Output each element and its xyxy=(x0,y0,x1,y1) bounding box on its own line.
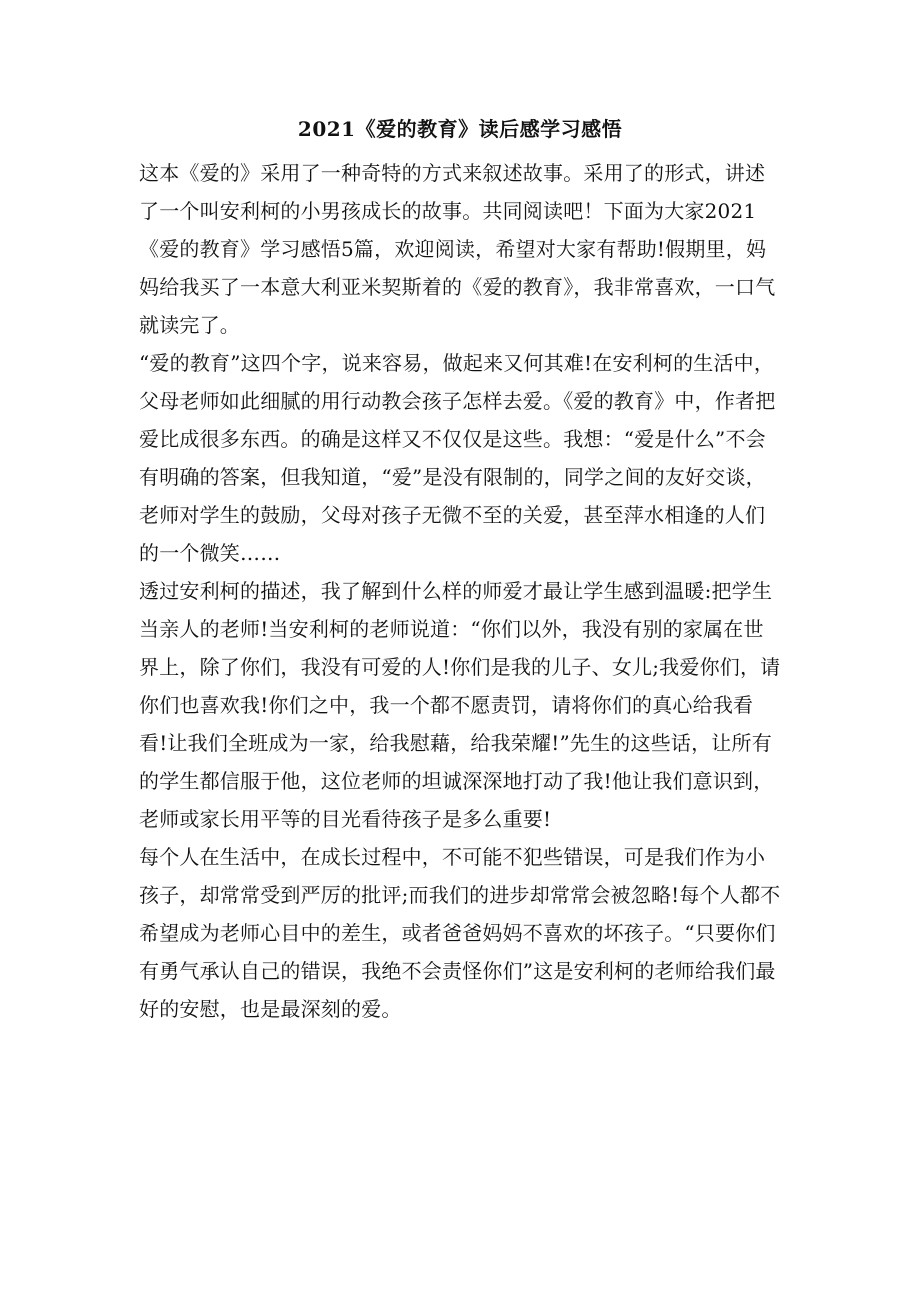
document-title: 2021《爱的教育》读后感学习感悟 xyxy=(297,117,623,141)
paragraph-4: 每个人在生活中，在成长过程中，不可能不犯些错误，可是我们作为小孩子，却常常受到严厉的批评;而我们的进步却常常会被忽略!每个人都不希望成为老师心目中的差生，或者爸爸妈妈不喜欢的坏孩子。“只要你们有勇气承认自己的错误，我绝不会责怪你们”这是安利柯的老师给我们最好的安慰，也是最深刻的爱。 xyxy=(139,845,781,1021)
document-body xyxy=(139,154,781,1028)
paragraph-2: “爱的教育”这四个字，说来容易，做起来又何其难!在安利柯的生活中，父母老师如此细腻的用行动教会孩子怎样去爱。《爱的教育》中，作者把爱比成很多东西。的确是这样又不仅仅是这些。我想：“爱是什么”不会有明确的答案，但我知道，“爱”是没有限制的，同学之间的友好交谈，老师对学生的鼓励，父母对孩子无微不至的关爱，甚至萍水相逢的人们的一个微笑…… xyxy=(139,351,776,565)
paragraph-3: 透过安利柯的描述，我了解到什么样的师爱才最让学生感到温暖:把学生当亲人的老师!当安利柯的老师说道：“你们以外，我没有别的家属在世界上，除了你们，我没有可爱的人!你们是我的儿子、女儿;我爱你们，请你们也喜欢我!你们之中，我一个都不愿责罚，请将你们的真心给我看看!让我们全班成为一家，给我慰藉，给我荣耀!”先生的这些话，让所有的学生都信服于他，这位老师的坦诚深深地打动了我!他让我们意识到，老师或家长用平等的目光看待孩子是多么重要! xyxy=(139,579,781,831)
paragraph-1: 这本《爱的》采用了一种奇特的方式来叙述故事。采用了的形式，讲述了一个叫安利柯的小男孩成长的故事。共同阅读吧！下面为大家2021《爱的教育》学习感悟5篇，欢迎阅读，希望对大家有帮助!假期里，妈妈给我买了一本意大利亚米契斯着的《爱的教育》，我非常喜欢，一口气就读完了。 xyxy=(139,161,776,337)
